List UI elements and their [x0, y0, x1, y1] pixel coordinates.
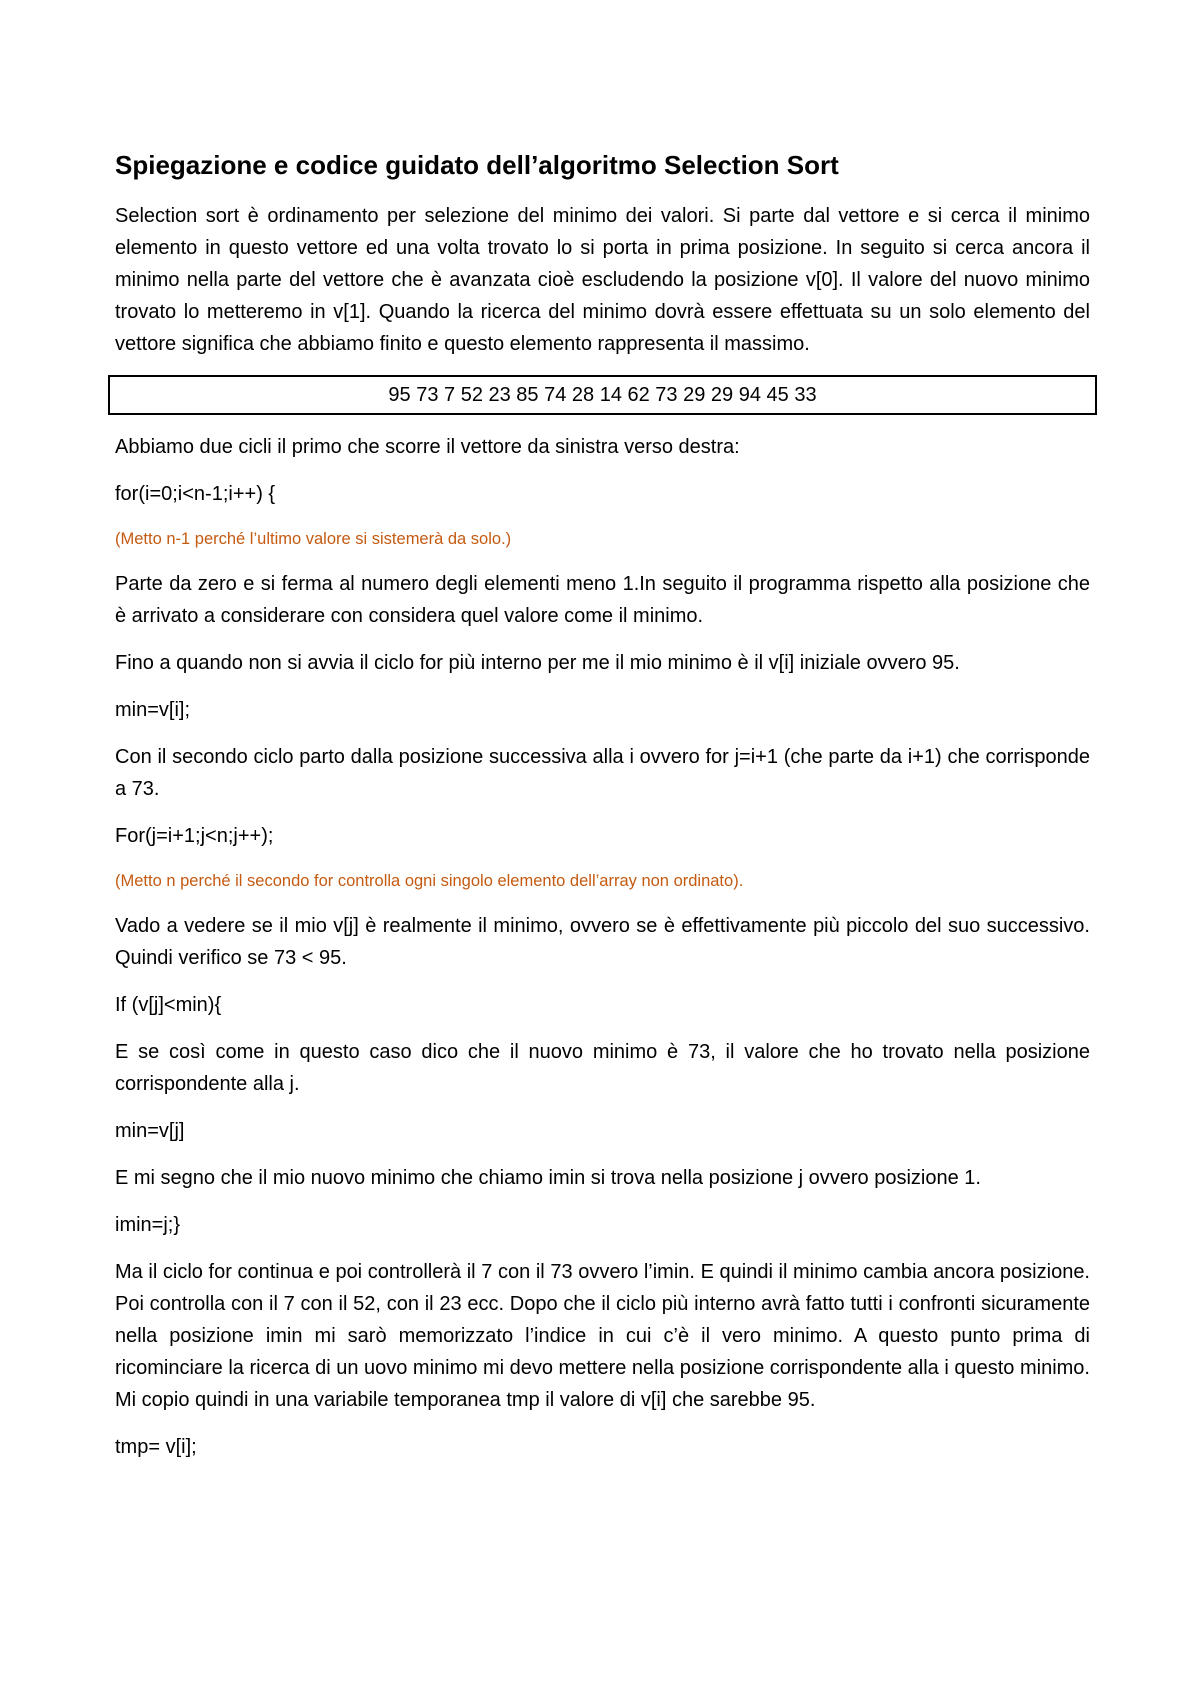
paragraph-loop-continues: Ma il ciclo for continua e poi controllerà il 7 con il 73 ovvero l’imin. E quindi il minimo cambia ancora posizione. Poi controlla con il 7 con il 52, con il 23 ecc. Dopo che il ciclo più interno avrà fatto tutti i confronti sicuramente nella posizione imin mi sarò memorizzato l’indice in cui c’è il vero minimo. A questo punto prima di ricominciare la ricerca di un uovo minimo mi devo mettere nella posizione corrispondente alla i questo minimo. Mi copio quindi in una variabile temporanea tmp il valore di v[i] che sarebbe 95.	[115, 1261, 1090, 1411]
paragraph-initial-min: Fino a quando non si avvia il ciclo for più interno per me il mio minimo è il v[i] iniziale ovvero 95.	[115, 652, 960, 674]
paragraph-two-loops: Abbiamo due cicli il primo che scorre il vettore da sinistra verso destra:	[115, 436, 740, 458]
code-if: If (v[j]<min){	[115, 994, 222, 1016]
code-outer-for: for(i=0;i<n-1;i++) {	[115, 483, 276, 505]
paragraph-new-min: E se così come in questo caso dico che il nuovo minimo è 73, il valore che ho trovato nella posizione corrispondente alla j.	[115, 1041, 1090, 1095]
paragraph-second-loop: Con il secondo ciclo parto dalla posizione successiva alla i ovvero for j=i+1 (che parte da i+1) che corrisponde a 73.	[115, 746, 1090, 800]
code-tmp: tmp= v[i];	[115, 1436, 197, 1458]
code-imin: imin=j;}	[115, 1214, 181, 1236]
code-inner-for: For(j=i+1;j<n;j++);	[115, 825, 274, 847]
code-min-vj: min=v[j]	[115, 1120, 185, 1142]
code-min-assign: min=v[i];	[115, 699, 191, 721]
paragraph-start-zero: Parte da zero e si ferma al numero degli elementi meno 1.In seguito il programma rispetto alla posizione che è arrivato a considerare con considera quel valore come il minimo.	[115, 573, 1090, 627]
document-title: Spiegazione e codice guidato dell’algoritmo Selection Sort	[115, 150, 839, 180]
paragraph-imin: E mi segno che il mio nuovo minimo che chiamo imin si trova nella posizione j ovvero posizione 1.	[115, 1167, 981, 1189]
array-values-box: 95 73 7 52 23 85 74 28 14 62 73 29 29 94 45 33	[108, 375, 1097, 415]
document-page	[115, 148, 1090, 1478]
note-n-minus-1: (Metto n-1 perché l’ultimo valore si sistemerà da solo.)	[115, 530, 512, 548]
intro-paragraph: Selection sort è ordinamento per selezione del minimo dei valori. Si parte dal vettore e si cerca il minimo elemento in questo vettore ed una volta trovato lo si porta in prima posizione. In seguito si cerca ancora il minimo nella parte del vettore che è avanzata cioè escludendo la posizione v[0]. Il valore del nuovo minimo trovato lo metteremo in v[1]. Quando la ricerca del minimo dovrà essere effettuata su un solo elemento del vettore significa che abbiamo finito e questo elemento rappresenta il massimo.	[115, 205, 1090, 355]
paragraph-check-min: Vado a vedere se il mio v[j] è realmente il minimo, ovvero se è effettivamente più piccolo del suo successivo. Quindi verifico se 73 < 95.	[115, 915, 1090, 969]
note-n: (Metto n perché il secondo for controlla ogni singolo elemento dell’array non ordinato).	[115, 872, 744, 890]
